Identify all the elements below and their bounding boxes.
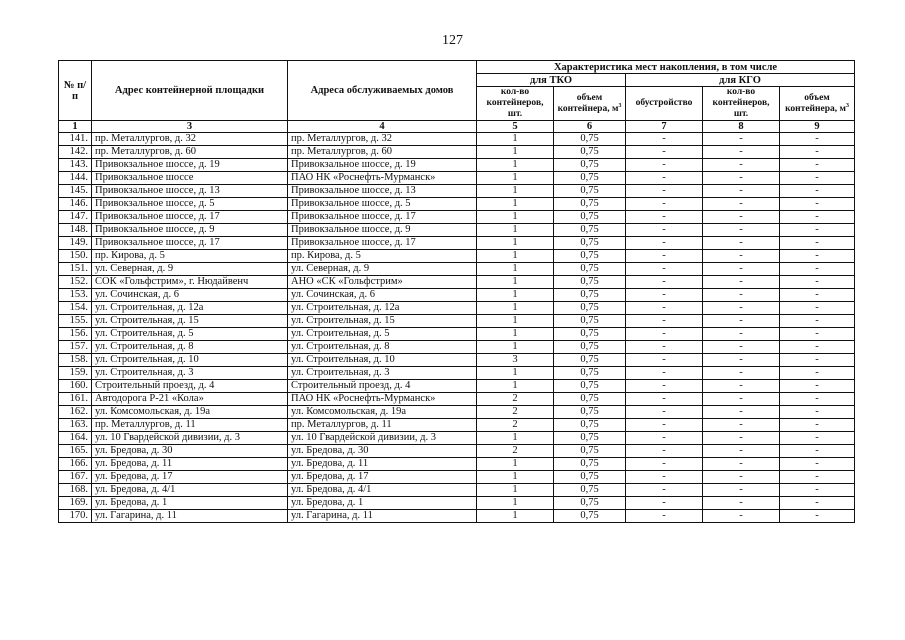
- served-houses: ул. Северная, д. 9: [288, 263, 477, 276]
- row-number: 143.: [59, 159, 92, 172]
- served-houses: ул. 10 Гвардейской дивизии, д. 3: [288, 432, 477, 445]
- column-number: 9: [780, 121, 855, 133]
- served-houses: Привокзальное шоссе, д. 5: [288, 198, 477, 211]
- kgo-arrangement: -: [626, 159, 703, 172]
- tko-container-volume: 0,75: [554, 484, 626, 497]
- kgo-container-volume: -: [780, 159, 855, 172]
- served-houses: пр. Кирова, д. 5: [288, 250, 477, 263]
- tko-container-volume: 0,75: [554, 380, 626, 393]
- row-number: 157.: [59, 341, 92, 354]
- kgo-arrangement: -: [626, 237, 703, 250]
- kgo-container-volume: -: [780, 367, 855, 380]
- served-houses: ул. Строительная, д. 8: [288, 341, 477, 354]
- table-row: [59, 497, 855, 510]
- kgo-container-volume: -: [780, 198, 855, 211]
- served-houses: ПАО НК «Роснефть-Мурманск»: [288, 393, 477, 406]
- served-houses: ул. Сочинская, д. 6: [288, 289, 477, 302]
- kgo-container-count: -: [703, 302, 780, 315]
- served-houses: ул. Строительная, д. 5: [288, 328, 477, 341]
- container-sites-table: [58, 60, 855, 523]
- site-address: ул. Бредова, д. 1: [92, 497, 288, 510]
- header-kgo-arrangement: обустройство: [626, 87, 703, 121]
- site-address: ул. 10 Гвардейской дивизии, д. 3: [92, 432, 288, 445]
- served-houses: ул. Гагарина, д. 11: [288, 510, 477, 523]
- tko-container-volume: 0,75: [554, 458, 626, 471]
- kgo-container-volume: -: [780, 276, 855, 289]
- kgo-arrangement: -: [626, 276, 703, 289]
- table-row: [59, 354, 855, 367]
- tko-container-count: 1: [477, 471, 554, 484]
- table-row: [59, 250, 855, 263]
- kgo-container-count: -: [703, 419, 780, 432]
- row-number: 145.: [59, 185, 92, 198]
- site-address: ул. Гагарина, д. 11: [92, 510, 288, 523]
- row-number: 149.: [59, 237, 92, 250]
- site-address: ул. Строительная, д. 5: [92, 328, 288, 341]
- site-address: Привокзальное шоссе, д. 5: [92, 198, 288, 211]
- header-houses: Адреса обслуживаемых домов: [288, 61, 477, 121]
- column-number: 7: [626, 121, 703, 133]
- tko-container-count: 1: [477, 510, 554, 523]
- kgo-arrangement: -: [626, 445, 703, 458]
- kgo-container-count: -: [703, 146, 780, 159]
- tko-container-count: 3: [477, 354, 554, 367]
- site-address: СОК «Гольфстрим», г. Нюдайвенч: [92, 276, 288, 289]
- kgo-container-volume: -: [780, 393, 855, 406]
- table-row: [59, 341, 855, 354]
- site-address: ул. Комсомольская, д. 19а: [92, 406, 288, 419]
- row-number: 144.: [59, 172, 92, 185]
- kgo-container-volume: -: [780, 315, 855, 328]
- tko-container-count: 1: [477, 185, 554, 198]
- kgo-container-count: -: [703, 237, 780, 250]
- table-row: [59, 133, 855, 146]
- kgo-container-volume: -: [780, 380, 855, 393]
- table-row: [59, 419, 855, 432]
- kgo-container-count: -: [703, 224, 780, 237]
- served-houses: Привокзальное шоссе, д. 13: [288, 185, 477, 198]
- kgo-arrangement: -: [626, 250, 703, 263]
- kgo-arrangement: -: [626, 354, 703, 367]
- row-number: 170.: [59, 510, 92, 523]
- tko-container-count: 2: [477, 419, 554, 432]
- kgo-container-count: -: [703, 159, 780, 172]
- served-houses: Привокзальное шоссе, д. 17: [288, 237, 477, 250]
- kgo-container-volume: -: [780, 250, 855, 263]
- row-number: 165.: [59, 445, 92, 458]
- kgo-container-count: -: [703, 341, 780, 354]
- served-houses: ул. Строительная, д. 15: [288, 315, 477, 328]
- table-row: [59, 328, 855, 341]
- tko-container-count: 1: [477, 458, 554, 471]
- site-address: Привокзальное шоссе: [92, 172, 288, 185]
- kgo-arrangement: -: [626, 302, 703, 315]
- kgo-arrangement: -: [626, 419, 703, 432]
- table-header: [59, 61, 855, 133]
- volume-unit-superscript: 3: [845, 102, 849, 109]
- served-houses: ул. Комсомольская, д. 19а: [288, 406, 477, 419]
- tko-container-count: 1: [477, 237, 554, 250]
- kgo-arrangement: -: [626, 380, 703, 393]
- row-number: 142.: [59, 146, 92, 159]
- tko-container-volume: 0,75: [554, 185, 626, 198]
- tko-container-count: 1: [477, 211, 554, 224]
- site-address: Автодорога Р-21 «Кола»: [92, 393, 288, 406]
- kgo-container-volume: -: [780, 328, 855, 341]
- site-address: ул. Строительная, д. 12а: [92, 302, 288, 315]
- kgo-arrangement: -: [626, 393, 703, 406]
- tko-container-volume: 0,75: [554, 445, 626, 458]
- kgo-container-volume: -: [780, 341, 855, 354]
- header-kgo-count: кол-во контейнеров, шт.: [703, 87, 780, 121]
- kgo-container-volume: -: [780, 471, 855, 484]
- kgo-container-volume: -: [780, 172, 855, 185]
- column-number: 5: [477, 121, 554, 133]
- site-address: ул. Строительная, д. 8: [92, 341, 288, 354]
- tko-container-count: 1: [477, 133, 554, 146]
- tko-container-count: 1: [477, 497, 554, 510]
- served-houses: пр. Металлургов, д. 32: [288, 133, 477, 146]
- kgo-container-count: -: [703, 289, 780, 302]
- kgo-container-count: -: [703, 250, 780, 263]
- tko-container-count: 1: [477, 341, 554, 354]
- kgo-container-count: -: [703, 315, 780, 328]
- served-houses: ул. Строительная, д. 3: [288, 367, 477, 380]
- kgo-container-volume: -: [780, 354, 855, 367]
- header-characteristics: Характеристика мест накопления, в том числе: [477, 61, 855, 74]
- tko-container-volume: 0,75: [554, 198, 626, 211]
- site-address: ул. Строительная, д. 10: [92, 354, 288, 367]
- table-row: [59, 393, 855, 406]
- table-row: [59, 445, 855, 458]
- served-houses: ул. Бредова, д. 17: [288, 471, 477, 484]
- table-row: [59, 406, 855, 419]
- site-address: пр. Металлургов, д. 11: [92, 419, 288, 432]
- served-houses: Привокзальное шоссе, д. 9: [288, 224, 477, 237]
- row-number: 146.: [59, 198, 92, 211]
- header-tko: для ТКО: [477, 74, 626, 87]
- row-number: 167.: [59, 471, 92, 484]
- kgo-container-volume: -: [780, 289, 855, 302]
- kgo-container-volume: -: [780, 406, 855, 419]
- tko-container-volume: 0,75: [554, 133, 626, 146]
- row-number: 168.: [59, 484, 92, 497]
- tko-container-volume: 0,75: [554, 510, 626, 523]
- table-body: [59, 133, 855, 523]
- kgo-container-count: -: [703, 510, 780, 523]
- tko-container-volume: 0,75: [554, 367, 626, 380]
- kgo-container-volume: -: [780, 263, 855, 276]
- table-row: [59, 484, 855, 497]
- served-houses: Привокзальное шоссе, д. 17: [288, 211, 477, 224]
- kgo-arrangement: -: [626, 432, 703, 445]
- kgo-arrangement: -: [626, 497, 703, 510]
- kgo-arrangement: -: [626, 471, 703, 484]
- served-houses: пр. Металлургов, д. 60: [288, 146, 477, 159]
- row-number: 150.: [59, 250, 92, 263]
- served-houses: ПАО НК «Роснефть-Мурманск»: [288, 172, 477, 185]
- tko-container-count: 1: [477, 367, 554, 380]
- kgo-container-count: -: [703, 276, 780, 289]
- served-houses: ул. Бредова, д. 30: [288, 445, 477, 458]
- row-number: 161.: [59, 393, 92, 406]
- row-number: 158.: [59, 354, 92, 367]
- site-address: Привокзальное шоссе, д. 13: [92, 185, 288, 198]
- header-tko-count: кол-во контейнеров, шт.: [477, 87, 554, 121]
- kgo-arrangement: -: [626, 185, 703, 198]
- kgo-arrangement: -: [626, 224, 703, 237]
- tko-container-count: 1: [477, 250, 554, 263]
- site-address: Привокзальное шоссе, д. 17: [92, 237, 288, 250]
- kgo-container-count: -: [703, 484, 780, 497]
- table-row: [59, 315, 855, 328]
- kgo-container-count: -: [703, 458, 780, 471]
- header-num: № п/п: [59, 61, 92, 121]
- served-houses: ул. Бредова, д. 1: [288, 497, 477, 510]
- column-number: 4: [288, 121, 477, 133]
- header-kgo-volume: [780, 87, 855, 121]
- table-row: [59, 380, 855, 393]
- column-number: 1: [59, 121, 92, 133]
- tko-container-count: 2: [477, 406, 554, 419]
- kgo-arrangement: -: [626, 315, 703, 328]
- kgo-container-count: -: [703, 432, 780, 445]
- site-address: ул. Строительная, д. 3: [92, 367, 288, 380]
- tko-container-volume: 0,75: [554, 393, 626, 406]
- table-row: [59, 458, 855, 471]
- kgo-arrangement: -: [626, 263, 703, 276]
- kgo-container-volume: -: [780, 185, 855, 198]
- tko-container-volume: 0,75: [554, 497, 626, 510]
- site-address: Строительный проезд, д. 4: [92, 380, 288, 393]
- site-address: пр. Металлургов, д. 32: [92, 133, 288, 146]
- kgo-arrangement: -: [626, 133, 703, 146]
- site-address: Привокзальное шоссе, д. 19: [92, 159, 288, 172]
- table-row: [59, 289, 855, 302]
- site-address: пр. Кирова, д. 5: [92, 250, 288, 263]
- volume-unit-superscript: 3: [618, 102, 622, 109]
- kgo-container-count: -: [703, 172, 780, 185]
- kgo-container-count: -: [703, 471, 780, 484]
- kgo-arrangement: -: [626, 198, 703, 211]
- kgo-arrangement: -: [626, 510, 703, 523]
- row-number: 155.: [59, 315, 92, 328]
- tko-container-volume: 0,75: [554, 328, 626, 341]
- row-number: 169.: [59, 497, 92, 510]
- table-row: [59, 432, 855, 445]
- tko-container-volume: 0,75: [554, 341, 626, 354]
- tko-container-volume: 0,75: [554, 406, 626, 419]
- row-number: 166.: [59, 458, 92, 471]
- kgo-arrangement: -: [626, 211, 703, 224]
- served-houses: Строительный проезд, д. 4: [288, 380, 477, 393]
- kgo-arrangement: -: [626, 172, 703, 185]
- page-number: 127: [442, 33, 463, 48]
- table-row: [59, 211, 855, 224]
- kgo-container-volume: -: [780, 484, 855, 497]
- tko-container-count: 1: [477, 380, 554, 393]
- site-address: Привокзальное шоссе, д. 9: [92, 224, 288, 237]
- served-houses: ул. Бредова, д. 11: [288, 458, 477, 471]
- header-address: Адрес контейнерной площадки: [92, 61, 288, 121]
- site-address: ул. Бредова, д. 30: [92, 445, 288, 458]
- row-number: 160.: [59, 380, 92, 393]
- kgo-container-count: -: [703, 328, 780, 341]
- tko-container-volume: 0,75: [554, 471, 626, 484]
- header-tko-volume-text: объем контейнера, м: [557, 92, 619, 114]
- tko-container-count: 1: [477, 159, 554, 172]
- kgo-container-count: -: [703, 367, 780, 380]
- site-address: пр. Металлургов, д. 60: [92, 146, 288, 159]
- tko-container-count: 1: [477, 276, 554, 289]
- row-number: 163.: [59, 419, 92, 432]
- tko-container-volume: 0,75: [554, 354, 626, 367]
- tko-container-volume: 0,75: [554, 315, 626, 328]
- site-address: ул. Бредова, д. 17: [92, 471, 288, 484]
- table-row: [59, 263, 855, 276]
- tko-container-count: 1: [477, 289, 554, 302]
- kgo-container-volume: -: [780, 419, 855, 432]
- table-row: [59, 172, 855, 185]
- row-number: 156.: [59, 328, 92, 341]
- tko-container-volume: 0,75: [554, 224, 626, 237]
- kgo-container-count: -: [703, 185, 780, 198]
- table-row: [59, 198, 855, 211]
- site-address: ул. Сочинская, д. 6: [92, 289, 288, 302]
- row-number: 147.: [59, 211, 92, 224]
- header-tko-volume: [554, 87, 626, 121]
- kgo-container-count: -: [703, 380, 780, 393]
- column-numbers-row: [59, 121, 855, 133]
- kgo-arrangement: -: [626, 146, 703, 159]
- kgo-container-count: -: [703, 198, 780, 211]
- row-number: 148.: [59, 224, 92, 237]
- kgo-container-count: -: [703, 263, 780, 276]
- row-number: 141.: [59, 133, 92, 146]
- tko-container-volume: 0,75: [554, 289, 626, 302]
- served-houses: ул. Строительная, д. 10: [288, 354, 477, 367]
- kgo-arrangement: -: [626, 328, 703, 341]
- row-number: 154.: [59, 302, 92, 315]
- row-number: 153.: [59, 289, 92, 302]
- table-row: [59, 510, 855, 523]
- site-address: ул. Строительная, д. 15: [92, 315, 288, 328]
- row-number: 159.: [59, 367, 92, 380]
- column-number: 6: [554, 121, 626, 133]
- served-houses: ул. Бредова, д. 4/1: [288, 484, 477, 497]
- kgo-container-volume: -: [780, 432, 855, 445]
- kgo-container-count: -: [703, 497, 780, 510]
- table-row: [59, 276, 855, 289]
- kgo-container-volume: -: [780, 302, 855, 315]
- kgo-container-count: -: [703, 445, 780, 458]
- tko-container-count: 1: [477, 432, 554, 445]
- kgo-container-count: -: [703, 211, 780, 224]
- tko-container-volume: 0,75: [554, 159, 626, 172]
- tko-container-volume: 0,75: [554, 237, 626, 250]
- kgo-container-volume: -: [780, 458, 855, 471]
- tko-container-count: 1: [477, 263, 554, 276]
- kgo-container-volume: -: [780, 133, 855, 146]
- table-row: [59, 302, 855, 315]
- table-row: [59, 146, 855, 159]
- row-number: 152.: [59, 276, 92, 289]
- kgo-container-volume: -: [780, 237, 855, 250]
- tko-container-count: 1: [477, 198, 554, 211]
- site-address: Привокзальное шоссе, д. 17: [92, 211, 288, 224]
- kgo-container-count: -: [703, 406, 780, 419]
- table-row: [59, 367, 855, 380]
- column-number: 8: [703, 121, 780, 133]
- tko-container-volume: 0,75: [554, 172, 626, 185]
- served-houses: ул. Строительная, д. 12а: [288, 302, 477, 315]
- tko-container-volume: 0,75: [554, 146, 626, 159]
- served-houses: АНО «СК «Гольфстрим»: [288, 276, 477, 289]
- kgo-container-count: -: [703, 133, 780, 146]
- served-houses: пр. Металлургов, д. 11: [288, 419, 477, 432]
- row-number: 151.: [59, 263, 92, 276]
- kgo-container-volume: -: [780, 445, 855, 458]
- kgo-arrangement: -: [626, 367, 703, 380]
- kgo-container-count: -: [703, 393, 780, 406]
- tko-container-volume: 0,75: [554, 432, 626, 445]
- kgo-arrangement: -: [626, 406, 703, 419]
- tko-container-count: 2: [477, 445, 554, 458]
- tko-container-count: 1: [477, 484, 554, 497]
- site-address: ул. Северная, д. 9: [92, 263, 288, 276]
- tko-container-count: 1: [477, 146, 554, 159]
- table-row: [59, 471, 855, 484]
- kgo-arrangement: -: [626, 341, 703, 354]
- tko-container-volume: 0,75: [554, 250, 626, 263]
- table-row: [59, 237, 855, 250]
- served-houses: Привокзальное шоссе, д. 19: [288, 159, 477, 172]
- tko-container-count: 1: [477, 302, 554, 315]
- kgo-container-volume: -: [780, 211, 855, 224]
- tko-container-volume: 0,75: [554, 211, 626, 224]
- tko-container-volume: 0,75: [554, 419, 626, 432]
- header-kgo-volume-text: объем контейнера, м: [785, 92, 846, 114]
- table-row: [59, 185, 855, 198]
- kgo-arrangement: -: [626, 484, 703, 497]
- table-row: [59, 159, 855, 172]
- tko-container-count: 1: [477, 172, 554, 185]
- tko-container-count: 1: [477, 224, 554, 237]
- header-kgo: для КГО: [626, 74, 855, 87]
- kgo-container-volume: -: [780, 497, 855, 510]
- kgo-arrangement: -: [626, 289, 703, 302]
- tko-container-volume: 0,75: [554, 276, 626, 289]
- site-address: ул. Бредова, д. 4/1: [92, 484, 288, 497]
- tko-container-count: 1: [477, 315, 554, 328]
- tko-container-volume: 0,75: [554, 302, 626, 315]
- kgo-container-volume: -: [780, 146, 855, 159]
- kgo-container-count: -: [703, 354, 780, 367]
- row-number: 164.: [59, 432, 92, 445]
- column-number: 3: [92, 121, 288, 133]
- kgo-container-volume: -: [780, 510, 855, 523]
- tko-container-volume: 0,75: [554, 263, 626, 276]
- tko-container-count: 2: [477, 393, 554, 406]
- kgo-arrangement: -: [626, 458, 703, 471]
- tko-container-count: 1: [477, 328, 554, 341]
- site-address: ул. Бредова, д. 11: [92, 458, 288, 471]
- row-number: 162.: [59, 406, 92, 419]
- kgo-container-volume: -: [780, 224, 855, 237]
- table-row: [59, 224, 855, 237]
